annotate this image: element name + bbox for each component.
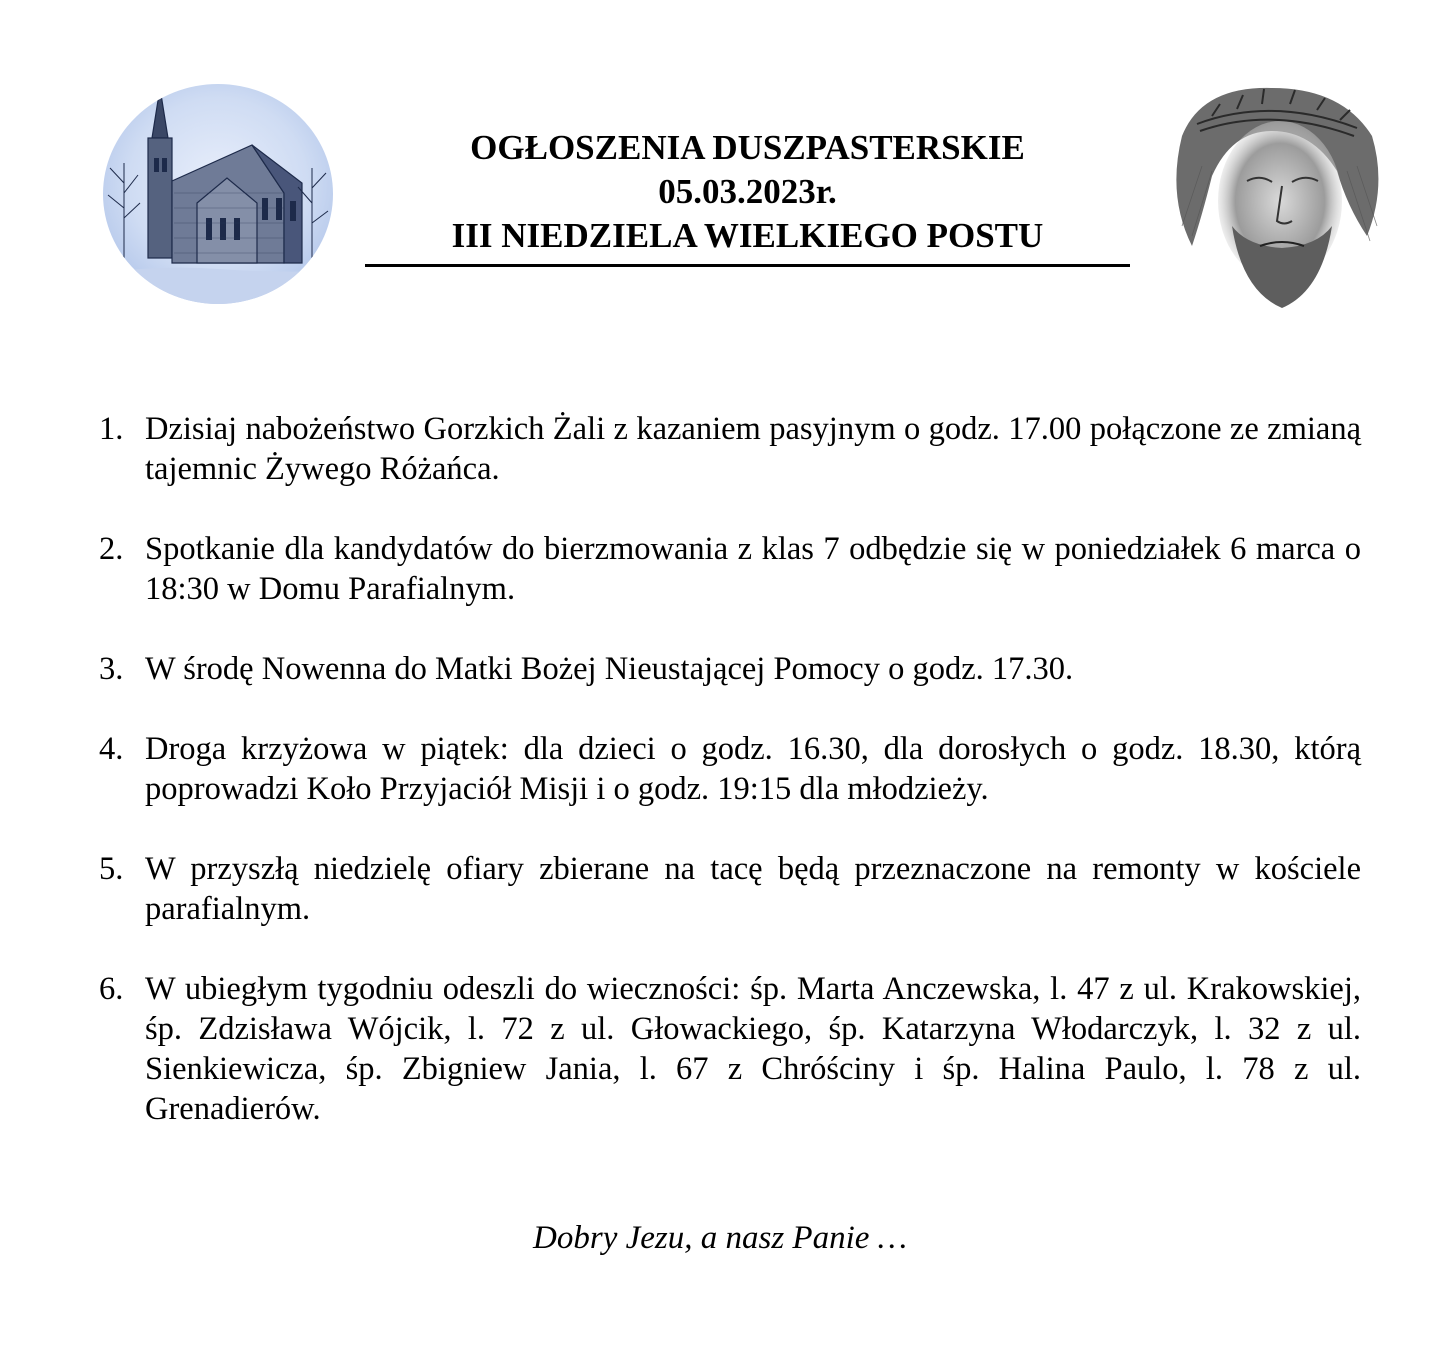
announcement-text: Dzisiaj nabożeństwo Gorzkich Żali z kazaniem pasyjnym o godz. 17.00 połączone ze zmianą tajemnic Żywego Różańca. bbox=[145, 411, 1361, 487]
announcement-date: 05.03.2023r. bbox=[658, 172, 837, 211]
announcement-number: 1. bbox=[99, 411, 124, 447]
announcement-item bbox=[96, 529, 1361, 609]
announcement-item bbox=[96, 849, 1361, 929]
announcement-text: Spotkanie dla kandydatów do bierzmowania z klas 7 odbędzie się w poniedziałek 6 marca o 18:30 w Domu Parafialnym. bbox=[145, 531, 1361, 607]
announcement-text: Droga krzyżowa w piątek: dla dzieci o godz. 16.30, dla dorosłych o godz. 18.30, którą poprowadzi Koło Przyjaciół Misji i o godz. 19:15 dla młodzieży. bbox=[145, 731, 1361, 807]
announcement-number: 5. bbox=[99, 851, 124, 887]
announcement-item bbox=[96, 729, 1361, 809]
announcement-item bbox=[96, 969, 1361, 1129]
announcement-number: 4. bbox=[99, 731, 124, 767]
announcement-number: 2. bbox=[99, 531, 124, 567]
liturgical-day: III NIEDZIELA WIELKIEGO POSTU bbox=[451, 216, 1044, 255]
christ-portrait-image bbox=[1142, 76, 1394, 332]
announcement-text: W ubiegłym tygodniu odeszli do wieczności: śp. Marta Anczewska, l. 47 z ul. Krakowskiej, śp. Zdzisława Wójcik, l. 72 z ul. Głowackiego, śp. Katarzyna Włodarczyk, l. 32 z ul. Sienkiewicza, śp. Zbigniew Jania, l. 67 z Chróściny i śp. Halina Paulo, l. 78 z ul. Grenadierów. bbox=[145, 971, 1361, 1127]
announcement-item bbox=[96, 409, 1361, 489]
announcement-item bbox=[96, 649, 1361, 689]
closing-phrase: Dobry Jezu, a nasz Panie … bbox=[533, 1220, 907, 1256]
announcement-number: 6. bbox=[99, 971, 124, 1007]
announcement-text: W środę Nowenna do Matki Bożej Nieustającej Pomocy o godz. 17.30. bbox=[145, 651, 1074, 687]
church-emblem-image bbox=[102, 83, 334, 305]
announcement-list bbox=[96, 409, 1361, 1169]
header-underline bbox=[365, 264, 1130, 267]
header bbox=[365, 126, 1130, 258]
announcement-text: W przyszłą niedzielę ofiary zbierane na tacę będą przeznaczone na remonty w kościele parafialnym. bbox=[145, 851, 1361, 927]
announcement-number: 3. bbox=[99, 651, 124, 687]
page-title: OGŁOSZENIA DUSZPASTERSKIE bbox=[470, 128, 1025, 167]
